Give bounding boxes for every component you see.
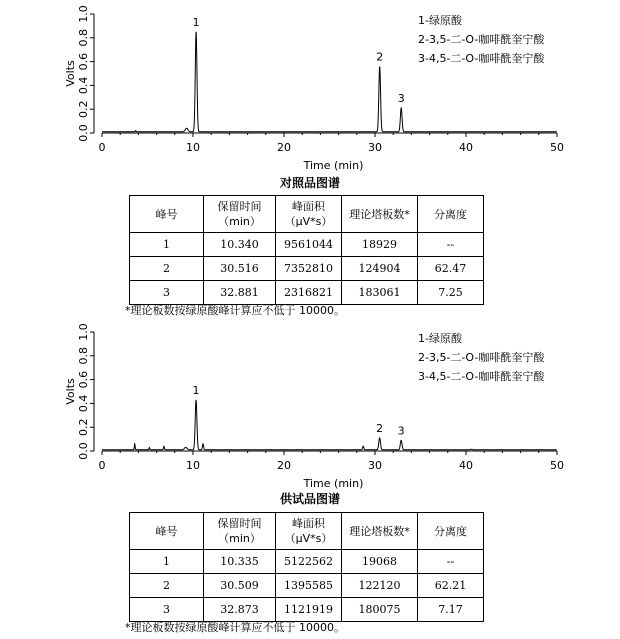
sample-table-note: *理论板数按绿原酸峰计算应不低于 10000。 [125, 621, 345, 634]
chromatogram-trace [102, 400, 557, 450]
legend-entry: 1-绿原酸 [418, 332, 462, 345]
cell-retention: 30.516 [204, 257, 276, 281]
cell-area: 1395585 [276, 574, 342, 598]
cell-retention: 10.335 [204, 550, 276, 574]
x-tick-label: 30 [368, 459, 382, 472]
sample-chromatogram [0, 318, 620, 496]
sample-chart-title: 供试品图谱 [279, 492, 340, 506]
cell-peak: 3 [130, 598, 204, 622]
header-peak-area: 峰面积 （μV*s） [276, 513, 342, 550]
table-row [130, 598, 484, 622]
chromatogram-trace [102, 32, 557, 132]
y-tick-label: 0.6 [77, 52, 90, 71]
y-tick-label: 0.6 [77, 370, 90, 389]
x-tick-label: 40 [459, 141, 473, 154]
legend-entry: 3-4,5-二-O-咖啡酰奎宁酸 [418, 370, 545, 383]
cell-area: 9561044 [276, 233, 342, 257]
reference-peak-table [129, 195, 484, 305]
x-tick-label: 10 [186, 141, 200, 154]
cell-area: 2316821 [276, 281, 342, 305]
y-tick-label: 0.8 [77, 347, 90, 365]
cell-plates: 183061 [342, 281, 418, 305]
cell-retention: 32.873 [204, 598, 276, 622]
cell-retention: 32.881 [204, 281, 276, 305]
y-tick-label: 0.2 [77, 418, 90, 436]
cell-resolution: 7.25 [418, 281, 484, 305]
peak-label: 1 [192, 15, 200, 29]
cell-plates: 18929 [342, 233, 418, 257]
cell-resolution: -- [418, 233, 484, 257]
cell-plates: 124904 [342, 257, 418, 281]
x-tick-label: 0 [98, 459, 106, 472]
reference-table-note: *理论板数按绿原酸峰计算应不低于 10000。 [125, 304, 345, 317]
cell-peak: 3 [130, 281, 204, 305]
y-tick-label: 0.0 [77, 124, 90, 142]
x-axis-label: Time (min) [303, 477, 364, 490]
x-tick-label: 50 [550, 459, 564, 472]
table-row [130, 281, 484, 305]
y-tick-label: 0.0 [77, 442, 90, 460]
reference-chart-title: 对照品图谱 [279, 176, 340, 190]
y-tick-label: 0.4 [77, 394, 90, 413]
x-tick-label: 50 [550, 141, 564, 154]
peak-label: 2 [376, 421, 384, 435]
y-axis-label: Volts [64, 378, 77, 405]
cell-area: 7352810 [276, 257, 342, 281]
header-theoretical-plates: 理论塔板数* [342, 513, 418, 550]
table-row [130, 550, 484, 574]
header-peak-area: 峰面积 （μV*s） [276, 196, 342, 233]
cell-retention: 30.509 [204, 574, 276, 598]
x-tick-label: 0 [98, 141, 106, 154]
cell-peak: 2 [130, 574, 204, 598]
header-peak-no: 峰号 [130, 196, 204, 233]
table-row [130, 257, 484, 281]
x-tick-label: 20 [277, 141, 291, 154]
y-tick-label: 1.0 [77, 323, 90, 341]
reference-chromatogram [0, 0, 620, 178]
cell-peak: 1 [130, 550, 204, 574]
x-tick-label: 40 [459, 459, 473, 472]
cell-plates: 180075 [342, 598, 418, 622]
header-retention-time: 保留时间 （min） [204, 196, 276, 233]
header-theoretical-plates: 理论塔板数* [342, 196, 418, 233]
cell-plates: 19068 [342, 550, 418, 574]
header-resolution: 分离度 [418, 196, 484, 233]
cell-resolution: 7.17 [418, 598, 484, 622]
x-tick-label: 10 [186, 459, 200, 472]
x-axis-label: Time (min) [303, 159, 364, 172]
y-tick-label: 0.2 [77, 100, 90, 118]
peak-label: 1 [192, 383, 200, 397]
x-tick-label: 30 [368, 141, 382, 154]
header-resolution: 分离度 [418, 513, 484, 550]
cell-retention: 10.340 [204, 233, 276, 257]
x-tick-label: 20 [277, 459, 291, 472]
header-peak-no: 峰号 [130, 513, 204, 550]
legend-entry: 1-绿原酸 [418, 14, 462, 27]
y-tick-label: 1.0 [77, 5, 90, 23]
cell-resolution: 62.47 [418, 257, 484, 281]
table-row [130, 574, 484, 598]
cell-area: 1121919 [276, 598, 342, 622]
cell-peak: 1 [130, 233, 204, 257]
y-axis-label: Volts [64, 60, 77, 87]
peak-label: 2 [376, 50, 384, 64]
y-tick-label: 0.8 [77, 29, 90, 47]
legend-entry: 2-3,5-二-O-咖啡酰奎宁酸 [418, 351, 545, 364]
peak-label: 3 [397, 424, 405, 438]
table-row [130, 233, 484, 257]
sample-peak-table [129, 512, 484, 622]
cell-resolution: -- [418, 550, 484, 574]
cell-plates: 122120 [342, 574, 418, 598]
legend-entry: 3-4,5-二-O-咖啡酰奎宁酸 [418, 52, 545, 65]
y-tick-label: 0.4 [77, 76, 90, 95]
header-retention-time: 保留时间 （min） [204, 513, 276, 550]
peak-label: 3 [397, 92, 405, 106]
legend-entry: 2-3,5-二-O-咖啡酰奎宁酸 [418, 33, 545, 46]
cell-area: 5122562 [276, 550, 342, 574]
cell-peak: 2 [130, 257, 204, 281]
cell-resolution: 62.21 [418, 574, 484, 598]
